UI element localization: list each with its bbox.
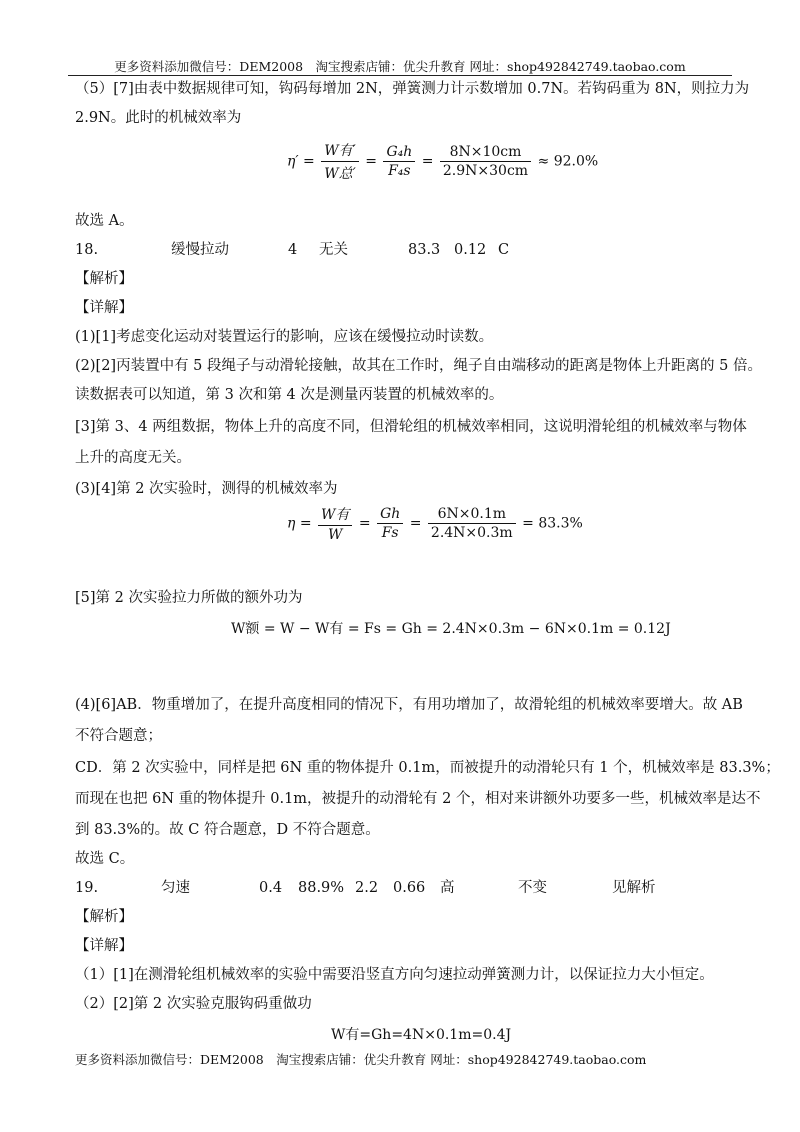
- detail-line: 而现在也把 6N 重的物体提升 0.1m，被提升的动滑轮有 2 个，相对来讲额外功要多一些，机械效率是达不: [75, 791, 761, 807]
- fraction-denominator: F₄s: [388, 163, 411, 179]
- paragraph-5-line1: （5）[7]由表中数据规律可知，钩码每增加 2N，弹簧测力计示数增加 0.7N。若钩码重为 8N，则拉力为: [75, 81, 750, 97]
- detail-line: (4)[6]AB．物重增加了，在提升高度相同的情况下，有用功增加了，故滑轮组的机械效率要增大。故 AB: [75, 697, 743, 713]
- efficiency-formula-2: η = $\frac{\text{W有}}{W}$ = $\frac{Gh}{Fs}$ = $\frac{6N\times 0.1m}{2.4N\times 0.3m}$ = 83.3%: [287, 506, 583, 543]
- fraction-denominator: 2.9N×30cm: [442, 163, 529, 179]
- detail-line: （2）[2]第 2 次实验克服钩码重做功: [75, 996, 312, 1012]
- detail-line: [3]第 3、4 两组数据，物体上升的高度不同，但滑轮组的机械效率相同，这说明滑轮组的机械效率与物体: [75, 419, 747, 435]
- conclusion-1: 故选 A。: [75, 213, 134, 229]
- page-footer: 更多资料添加微信号：DEM2008 淘宝搜索店铺：优尖升教育 网址：shop492842749.taobao.com: [75, 1052, 647, 1067]
- question-18-number: 18.: [75, 242, 99, 258]
- answer-item: 缓慢拉动: [171, 242, 229, 258]
- answer-item: 4: [288, 242, 298, 258]
- detail-line: 上升的高度无关。: [75, 450, 191, 466]
- detail-line: 读数据表可以知道，第 3 次和第 4 次是测量丙装置的机械效率的。: [75, 387, 504, 403]
- detail-line: (2)[2]丙装置中有 5 段绳子与动滑轮接触，故其在工作时，绳子自由端移动的距离是物体上升距离的 5 倍。: [75, 358, 762, 374]
- fraction-denominator: Fs: [381, 525, 399, 541]
- work-formula: W有=Gh=4N×0.1m=0.4J: [331, 1027, 512, 1043]
- fraction-numerator: 8N×10cm: [440, 144, 531, 162]
- detail-line: CD．第 2 次实验中，同样是把 6N 重的物体提升 0.1m，而被提升的动滑轮只有 1 个，机械效率是 83.3%；: [75, 760, 780, 776]
- fraction-denominator: W: [328, 527, 343, 543]
- fraction-numerator: Gh: [377, 506, 403, 524]
- detail-line: （1）[1]在测滑轮组机械效率的实验中需要沿竖直方向匀速拉动弹簧测力计，以保证拉力大小恒定。: [75, 967, 714, 983]
- efficiency-formula-1: η′ = $\frac{\text{W有′}}{\text{W总′}}$ = $\frac{\text{G₄h}}{\text{F₄s}}$ = $\frac{8N\times 10cm}{2.9N\times 30cm}$ ≈ 92.0%: [287, 140, 598, 183]
- fraction-numerator: W有: [318, 504, 352, 526]
- page-header: 更多资料添加微信号：DEM2008 淘宝搜索店铺：优尖升教育 网址：shop492842749.taobao.com: [114, 59, 686, 74]
- formula-lhs: η: [287, 515, 296, 532]
- formula-result: ≈ 92.0%: [537, 153, 599, 170]
- detail-line: [5]第 2 次实验拉力所做的额外功为: [75, 590, 303, 606]
- analysis-label: 【解析】: [75, 271, 133, 287]
- analysis-label: 【解析】: [75, 909, 133, 925]
- answer-item: 0.66: [393, 880, 426, 896]
- answer-item: 0.4: [259, 880, 283, 896]
- answer-item: 0.12: [454, 242, 487, 258]
- fraction-denominator: 2.4N×0.3m: [430, 525, 513, 541]
- detail-line: 到 83.3%的。故 C 符合题意，D 不符合题意。: [75, 822, 380, 838]
- answer-item: 2.2: [355, 880, 379, 896]
- formula-result: = 83.3%: [522, 515, 583, 532]
- fraction-numerator: W有′: [321, 140, 359, 162]
- answer-item: 高: [440, 880, 455, 896]
- answer-item: 不变: [518, 880, 547, 896]
- detail-line: 不符合题意；: [75, 728, 162, 744]
- answer-item: C: [498, 242, 510, 258]
- paragraph-5-line2: 2.9N。此时的机械效率为: [75, 110, 242, 126]
- detail-label: 【详解】: [75, 300, 133, 316]
- answer-item: 匀速: [161, 880, 190, 896]
- question-19-number: 19.: [75, 880, 99, 896]
- answer-item: 见解析: [612, 880, 656, 896]
- conclusion-2: 故选 C。: [75, 851, 135, 867]
- fraction-numerator: G₄h: [383, 144, 415, 162]
- detail-line: (3)[4]第 2 次实验时，测得的机械效率为: [75, 481, 338, 497]
- detail-label: 【详解】: [75, 938, 133, 954]
- answer-item: 无关: [319, 242, 348, 258]
- header-divider: [68, 75, 732, 76]
- formula-lhs: η′: [287, 153, 299, 170]
- extra-work-formula: W额 = W − W有 = Fs = Gh = 2.4N×0.3m − 6N×0.1m = 0.12J: [231, 621, 671, 637]
- fraction-denominator: W总′: [324, 166, 356, 182]
- answer-item: 88.9%: [298, 880, 345, 896]
- detail-line: (1)[1]考虑变化运动对装置运行的影响，应该在缓慢拉动时读数。: [75, 329, 494, 345]
- answer-item: 83.3: [408, 242, 441, 258]
- fraction-numerator: 6N×0.1m: [428, 506, 516, 524]
